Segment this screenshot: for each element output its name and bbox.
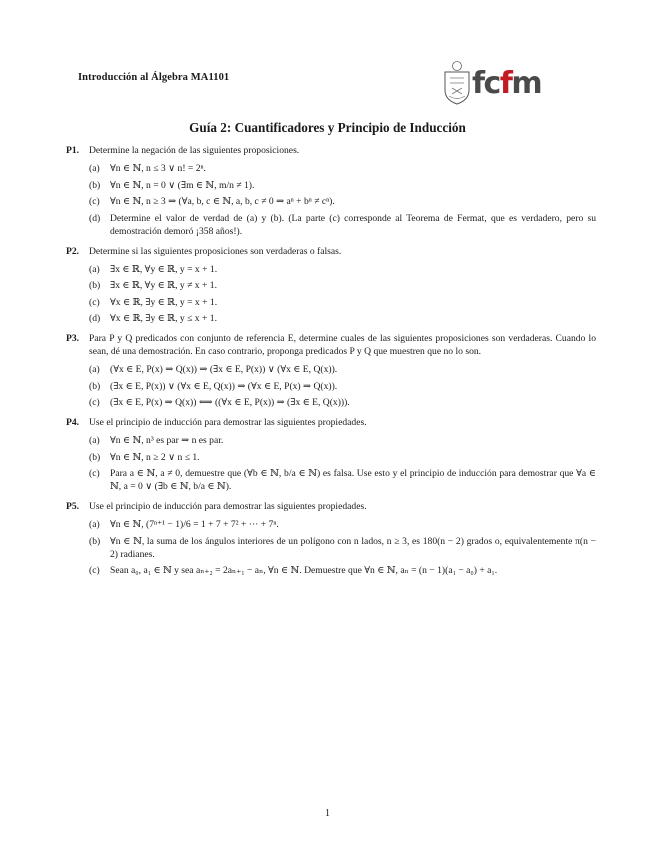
list-item: (d) Determine el valor de verdad de (a) y (b). (La parte (c) corresponde al Teorema de Fermat, que es verdadero, pero su demostración demoró ¡358 años!). — [89, 212, 596, 237]
problem-statement: Para P y Q predicados con conjunto de referencia E, determine cuales de las siguientes proposiciones son verdaderas. Cuando lo sean, dé una demostración. En caso contrario, proponga predicados P y Q que muestren que no lo son. — [89, 333, 596, 357]
fcfm-logo — [442, 60, 542, 112]
course-header: Introducción al Álgebra MA1101 — [78, 72, 230, 83]
list-item: (c) ∀n ∈ ℕ, n ≥ 3 ⇒ (∀a, b, c ∈ ℕ, a, b, c ≠ 0 ⇒ aⁿ + bⁿ ≠ cⁿ). — [89, 196, 335, 207]
problem-3 — [66, 332, 596, 409]
problem-label: P4. — [66, 417, 80, 428]
problem-statement: Use el principio de inducción para demostrar las siguientes propiedades. — [89, 417, 367, 428]
list-item: (c) Para a ∈ ℕ, a ≠ 0, demuestre que (∀b ∈ ℕ, b/a ∈ ℕ) es falsa. Use esto y el principio de inducción para demostrar que ∀a ∈ ℕ, a = 0 ∨ (∃b ∈ ℕ, b/a ∈ ℕ). — [89, 468, 596, 492]
problem-statement: Use el principio de inducción para demostrar las siguientes propiedades. — [89, 501, 367, 512]
list-item: (a) (∀x ∈ E, P(x) ⇒ Q(x)) ⇒ (∃x ∈ E, P(x)) ∨ (∀x ∈ E, Q(x)). — [89, 364, 338, 375]
university-seal-icon — [442, 60, 472, 106]
list-item: (a) ∀n ∈ ℕ, n³ es par ⇒ n es par. — [89, 435, 224, 446]
problem-4 — [66, 416, 596, 493]
problem-1 — [66, 144, 596, 238]
list-item: (c) ∀x ∈ ℝ, ∃y ∈ ℝ, y = x + 1. — [89, 296, 218, 308]
list-item: (b) ∀n ∈ ℕ, n = 0 ∨ (∃m ∈ ℕ, m/n ≠ 1). — [89, 179, 255, 191]
list-item: (b) ∃x ∈ ℝ, ∀y ∈ ℝ, y ≠ x + 1. — [89, 280, 217, 291]
list-item: (d) ∀x ∈ ℝ, ∃y ∈ ℝ, y ≤ x + 1. — [89, 313, 217, 324]
list-item: (c) Sean a₀, a₁ ∈ ℕ y sea aₙ₊₂ = 2aₙ₊₁ − aₙ, ∀n ∈ ℕ. Demuestre que ∀n ∈ ℕ, aₙ = (n − 1)(a₁ − a₀) + a₁. — [89, 565, 498, 576]
fcfm-wordmark: fcfm — [472, 66, 542, 101]
problem-label: P2. — [66, 245, 80, 257]
problem-label: P3. — [66, 333, 80, 344]
problem-2 — [66, 245, 596, 326]
page-number: 1 — [325, 808, 330, 819]
problem-statement: Determine la negación de las siguientes proposiciones. — [89, 145, 300, 156]
list-item: (a) ∃x ∈ ℝ, ∀y ∈ ℝ, y = x + 1. — [89, 263, 218, 275]
problem-label: P1. — [66, 145, 80, 156]
problem-statement: Determine si las siguientes proposiciones son verdaderas o falsas. — [89, 245, 342, 257]
problem-list — [66, 144, 596, 584]
list-item: (a) ∀n ∈ ℕ, (7ⁿ⁺¹ − 1)/6 = 1 + 7 + 7² + ··· + 7ⁿ. — [89, 519, 279, 530]
problem-label: P5. — [66, 501, 80, 512]
list-item: (a) ∀n ∈ ℕ, n ≤ 3 ∨ n! = 2ⁿ. — [89, 163, 206, 174]
list-item: (b) (∃x ∈ E, P(x)) ∨ (∀x ∈ E, Q(x)) ⇒ (∀x ∈ E, P(x) ⇒ Q(x)). — [89, 380, 338, 392]
list-item: (c) (∃x ∈ E, P(x) ⇒ Q(x)) ⟺ ((∀x ∈ E, P(x)) ⇒ (∃x ∈ E, Q(x))). — [89, 397, 350, 408]
problem-5 — [66, 500, 596, 577]
list-item: (b) ∀n ∈ ℕ, n ≥ 2 ∨ n ≤ 1. — [89, 451, 200, 463]
page-title: Guía 2: Cuantificadores y Principio de Inducción — [189, 120, 466, 135]
list-item: (b) ∀n ∈ ℕ, la suma de los ángulos interiores de un polígono con n lados, n ≥ 3, es 180(n − 2) grados o, equivalentemente π(n − 2) radianes. — [89, 535, 596, 560]
